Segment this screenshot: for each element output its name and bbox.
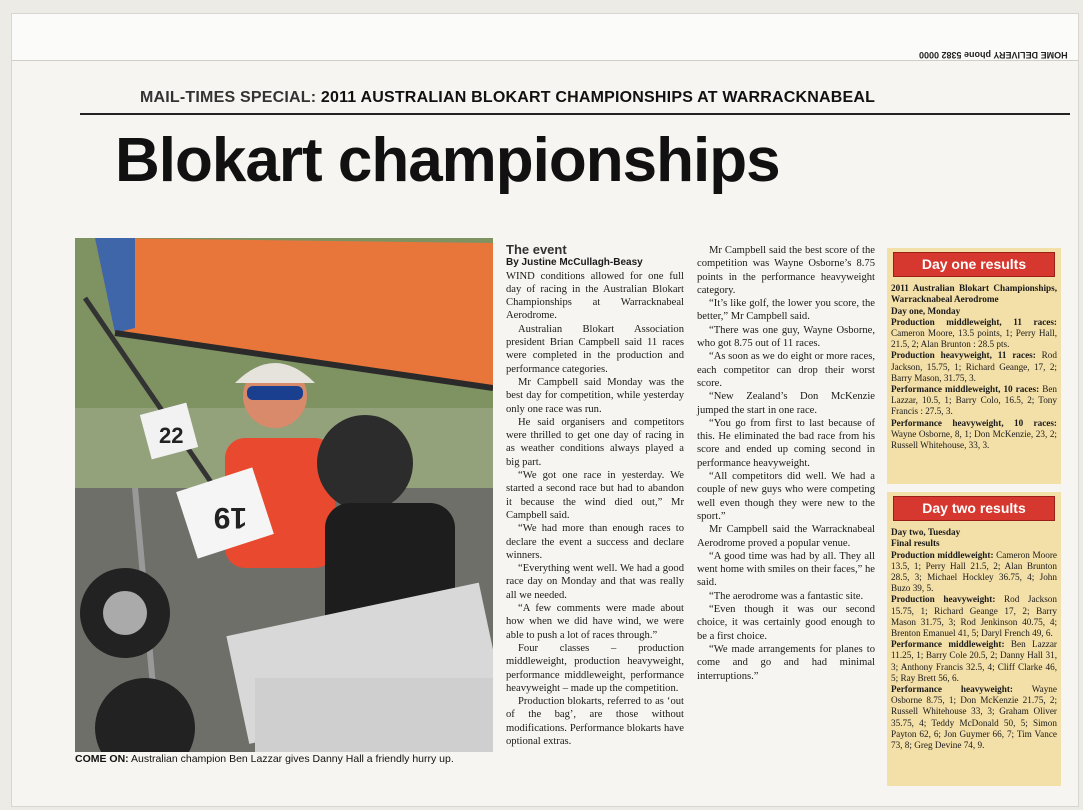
paragraph: Production blokarts, referred to as ‘out of the bag’, are those without modifications. Performance blokarts have optional extras. [506, 696, 684, 747]
results-entry [891, 639, 1057, 684]
kart-number-2: 19 [213, 501, 247, 534]
paragraph: “We had more than enough races to declare the event a success and declare winners. [506, 523, 684, 561]
results-intro: Final results [891, 538, 940, 549]
paragraph: Mr Campbell said Monday was the best day for competition, while yesterday only one race was run. [506, 376, 684, 415]
day-two-results-box [887, 492, 1061, 786]
article-column-2 [697, 244, 875, 683]
paragraph: Mr Campbell said the best score of the competition was Wayne Osborne’s 8.75 points in the performance heavyweight category. [697, 245, 875, 296]
paragraph: Four classes – production middleweight, production heavyweight, performance middleweight, performance heavyweight – made up the competition. [506, 642, 684, 694]
paragraph: “Even though it was our second choice, it was certainly good enough to be a first choice. [697, 604, 875, 642]
paragraph: “You go from first to last because of this. He eliminated the bad race from his score and ended up coming second in performance heavyweight. [697, 417, 875, 469]
kicker-text: 2011 AUSTRALIAN BLOKART CHAMPIONSHIPS AT WARRACKNABEAL [316, 89, 876, 106]
day-one-results-title: Day one results [893, 252, 1055, 277]
paragraph: “As soon as we do eight or more races, each competitor can drop their worst score. [697, 351, 875, 389]
results-class: Production heavyweight, 11 races: [891, 350, 1036, 361]
masthead-strip [12, 14, 1078, 61]
kart-number-1: 22 [159, 423, 184, 448]
results-class: Production middleweight: [891, 549, 994, 560]
paragraph: “New Zealand’s Don McKenzie jumped the start in one race. [697, 391, 875, 416]
results-class: Production heavyweight: [891, 594, 996, 605]
results-class: Performance heavyweight, 10 races: [891, 417, 1057, 428]
results-entry [891, 684, 1057, 751]
blokart-photo [75, 238, 493, 752]
paragraph: “All competitors did well. We had a couple of new guys who were competing well even though they were new to the sport.” [697, 471, 875, 522]
results-values: Wayne Osborne, 8, 1; Don McKenzie, 23, 2; Russell Whitehouse, 33, 3. [891, 428, 1057, 451]
kicker-prefix: MAIL-TIMES SPECIAL: [140, 89, 317, 106]
results-intro: Day one, Monday [891, 305, 961, 316]
paragraph: “We made arrangements for planes to come and go and had minimal interruptions.” [697, 643, 875, 682]
results-class: Performance heavyweight: [891, 684, 1013, 695]
results-entry [891, 317, 1057, 351]
results-values: Wayne Osborne 8.75, 1; Don McKenzie 21.75, 2; Russell Whitehouse 33, 3; Graham Oliver 35.75, 4; Teddy McDonald 50, 5; Simon Payton 62, 6; Jon Guymer 66, 7; Tim Vance 73, 8; Greg Devine 74, 9. [891, 684, 1057, 751]
results-intro: Day two, Tuesday [891, 527, 961, 538]
results-intro: 2011 Australian Blokart Championships, Warracknabeal Aerodrome [891, 283, 1057, 305]
results-class: Production middleweight, 11 races: [891, 316, 1057, 327]
results-values: Cameron Moore 13.5, 1; Perry Hall 21.5, 2; Alan Brunton 28.5, 3; Michael Hockley 36.75, 4; John Buzo 39, 5. [891, 549, 1058, 594]
article-column-1 [506, 243, 684, 748]
results-entry [891, 594, 1057, 639]
paragraph: “A good time was had by all. They all went home with smiles on their faces,” he said. [697, 550, 875, 589]
headline: Blokart championships [115, 126, 780, 195]
results-class: Performance middleweight, 10 races: [891, 384, 1040, 395]
results-values: Cameron Moore, 13.5 points, 1; Perry Hall, 21.5, 2; Alan Brunton : 28.5 pts. [891, 328, 1057, 350]
results-entry [891, 350, 1057, 384]
section-title: The event [506, 242, 567, 257]
photo-illustration [75, 238, 493, 752]
kicker-rule [80, 113, 1070, 115]
results-entry [891, 550, 1057, 595]
paragraph: Mr Campbell said the Warracknabeal Aerodrome proved a popular venue. [697, 524, 875, 549]
byline: By Justine McCullagh-Beasy [506, 257, 643, 269]
day-two-results-title: Day two results [893, 496, 1055, 521]
caption-text: Australian champion Ben Lazzar gives Danny Hall a friendly hurry up. [128, 753, 454, 765]
paragraph: WIND conditions allowed for one full day of racing in the Australian Blokart Championships at Warracknabeal Aerodrome. [506, 270, 684, 322]
results-entry [891, 418, 1057, 452]
results-values: Rod Jackson, 15.75, 1; Richard Geange, 17, 2; Barry Mason, 31.75, 3. [891, 350, 1057, 383]
results-entry [891, 384, 1057, 418]
photo-caption [75, 753, 495, 765]
paragraph: “The aerodrome was a fantastic site. [709, 590, 864, 602]
paragraph: “A few comments were made about how when we did have wind, we were able to push a lot of races through.” [506, 603, 684, 641]
paragraph: “We got one race in yesterday. We started a second race but had to abandon it because the wind died out,” Mr Campbell said. [506, 470, 684, 521]
home-delivery-notice: HOME DELIVERY phone 5382 0000 [919, 50, 1068, 60]
paragraph: “Everything went well. We had a good race day on Monday and that was really all we needed. [506, 563, 684, 601]
day-one-results-box [887, 248, 1061, 484]
caption-label: COME ON: [75, 753, 129, 765]
paragraph: Australian Blokart Association president Brian Campbell said 11 races were completed in the production and performance categories. [506, 323, 684, 375]
results-class: Performance middleweight: [891, 639, 1005, 650]
results-values: Ben Lazzar, 10.5, 1; Barry Colo, 16.5, 2; Tony Francis : 27.5, 3. [891, 384, 1057, 417]
paragraph: “There was one guy, Wayne Osborne, who got 8.75 out of 11 races. [697, 324, 875, 350]
paragraph: “It’s like golf, the lower you score, the better,” Mr Campbell said. [697, 298, 875, 323]
results-values: Rod Jackson 15.75, 1; Richard Geange 17, 2; Barry Mason 31.75, 3; Rod Jenkinson 40.75, 4; Brenton Emanuel 41, 5; Daryl French 49, 6. [891, 594, 1057, 639]
paragraph: He said organisers and competitors were thrilled to get one day of racing in as weather conditions always played a big part. [506, 416, 684, 468]
results-values: Ben Lazzar 11.25, 1; Barry Cole 20.5, 2; Danny Hall 31, 3; Anthony Francis 32.5, 4; Cliff Clarke 46, 5; Ray Brett 56, 6. [891, 639, 1057, 683]
kicker-line [140, 89, 875, 107]
